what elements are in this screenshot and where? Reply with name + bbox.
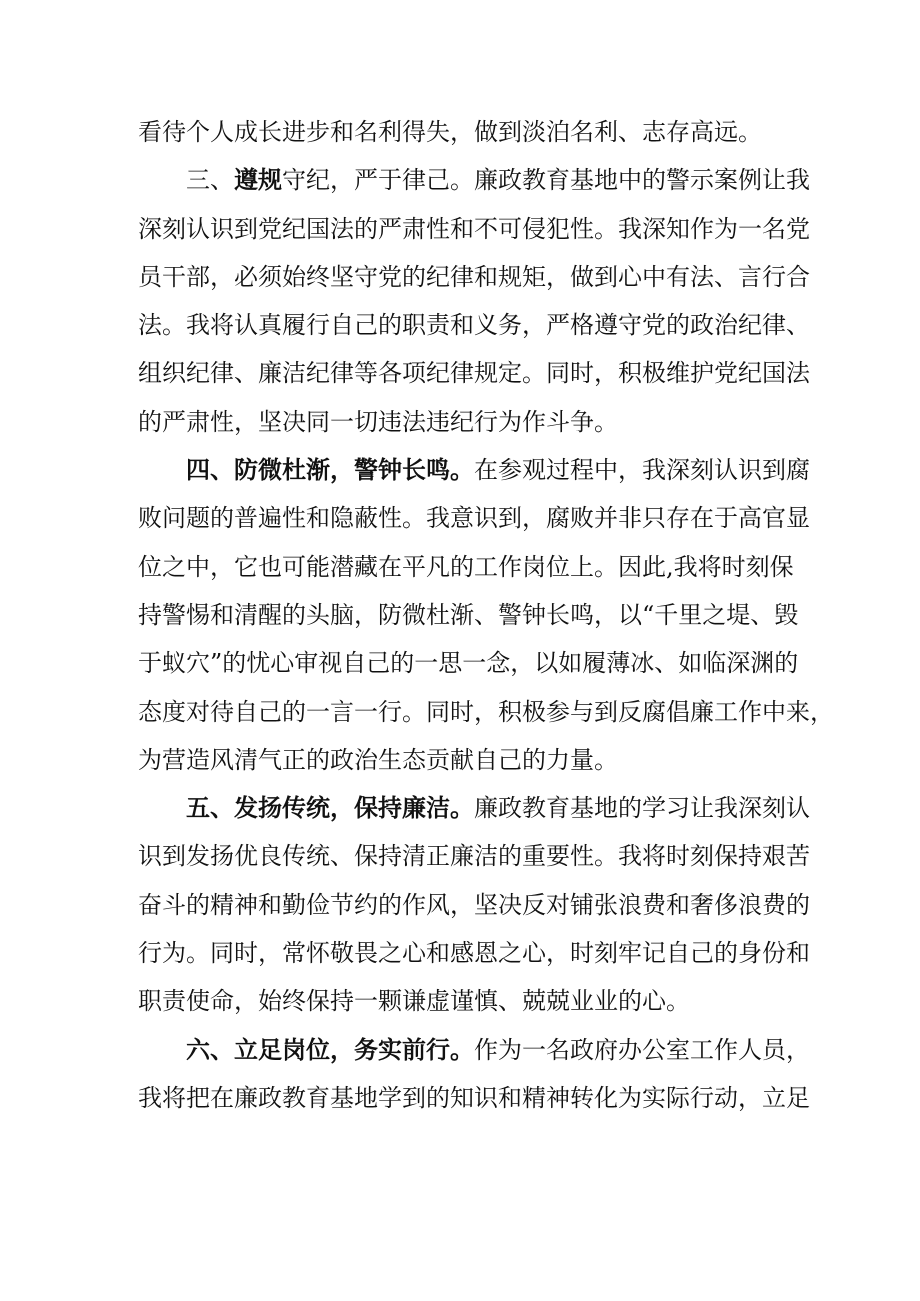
paragraph-4-line-2: 识到发扬优良传统、保持清正廉洁的重要性。我将时刻保持艰苦 — [138, 842, 810, 871]
paragraph-2-bold-text: 遵规 — [234, 166, 282, 195]
paragraph-4-rest-text: 廉政教育基地的学习让我深刻认 — [474, 794, 810, 823]
paragraph-3-line-3: 位之中，它也可能潜藏在平凡的工作岗位上。因此,我将时刻保 — [138, 552, 794, 581]
paragraph-4-heading: 五、发扬传统，保持廉洁。 — [186, 794, 474, 823]
paragraph-1-line-1: 看待个人成长进步和名利得失，做到淡泊名利、志存高远。 — [138, 118, 762, 146]
paragraph-3-line-5: 于蚁穴”的忧心审视自己的一思一念，以如履薄冰、如临深渊的 — [138, 649, 799, 678]
paragraph-2-line-3: 员干部，必须始终坚守党的纪律和规矩，做到心中有法、言行合 — [138, 262, 810, 291]
paragraph-3-line-4: 持警惕和清醒的头脑，防微杜渐、警钟长鸣，以“千里之堤、毁 — [138, 600, 799, 629]
paragraph-2-line-6: 的严肃性，坚决同一切违法违纪行为作斗争。 — [138, 407, 618, 436]
document-body — [138, 108, 834, 1122]
paragraph-2-prefix: 三、 — [186, 166, 234, 195]
paragraph-4-line-3: 奋斗的精神和勤俭节约的作风，坚决反对铺张浪费和奢侈浪费的 — [138, 890, 810, 919]
paragraph-2-line-1 — [138, 156, 810, 204]
paragraph-2-line-4: 法。我将认真履行自己的职责和义务，严格遵守党的政治纪律、 — [138, 311, 810, 340]
paragraph-3-line-6: 态度对待自己的一言一行。同时，积极参与到反腐倡廉工作中来， — [138, 697, 834, 726]
paragraph-2-rest-text: 守纪，严于律己。廉政教育基地中的警示案例让我 — [282, 166, 810, 195]
paragraph-5-line-1 — [138, 1026, 810, 1074]
paragraph-2-line-5: 组织纪律、廉洁纪律等各项纪律规定。同时，积极维护党纪国法 — [138, 359, 810, 388]
paragraph-3-rest-text: 在参观过程中，我深刻认识到腐 — [474, 456, 810, 485]
paragraph-2-line-2: 深刻认识到党纪国法的严肃性和不可侵犯性。我深知作为一名党 — [138, 214, 810, 243]
paragraph-5-line-2: 我将把在廉政教育基地学到的知识和精神转化为实际行动，立足 — [138, 1083, 810, 1112]
paragraph-4-line-1 — [138, 784, 810, 832]
paragraph-5-heading: 六、立足岗位，务实前行。 — [186, 1035, 474, 1064]
paragraph-3-line-1 — [138, 446, 810, 494]
paragraph-3-heading: 四、防微杜渐，警钟长鸣。 — [186, 456, 474, 485]
paragraph-3-line-7: 为营造风清气正的政治生态贡献自己的力量。 — [138, 745, 618, 774]
paragraph-3-line-2: 败问题的普遍性和隐蔽性。我意识到，腐败并非只存在于高官显 — [138, 504, 810, 533]
paragraph-4-line-5: 职责使命，始终保持一颗谦虚谨慎、兢兢业业的心。 — [138, 987, 690, 1016]
paragraph-5-rest-text: 作为一名政府办公室工作人员， — [474, 1035, 810, 1064]
paragraph-4-line-4: 行为。同时，常怀敬畏之心和感恩之心，时刻牢记自己的身份和 — [138, 939, 810, 968]
